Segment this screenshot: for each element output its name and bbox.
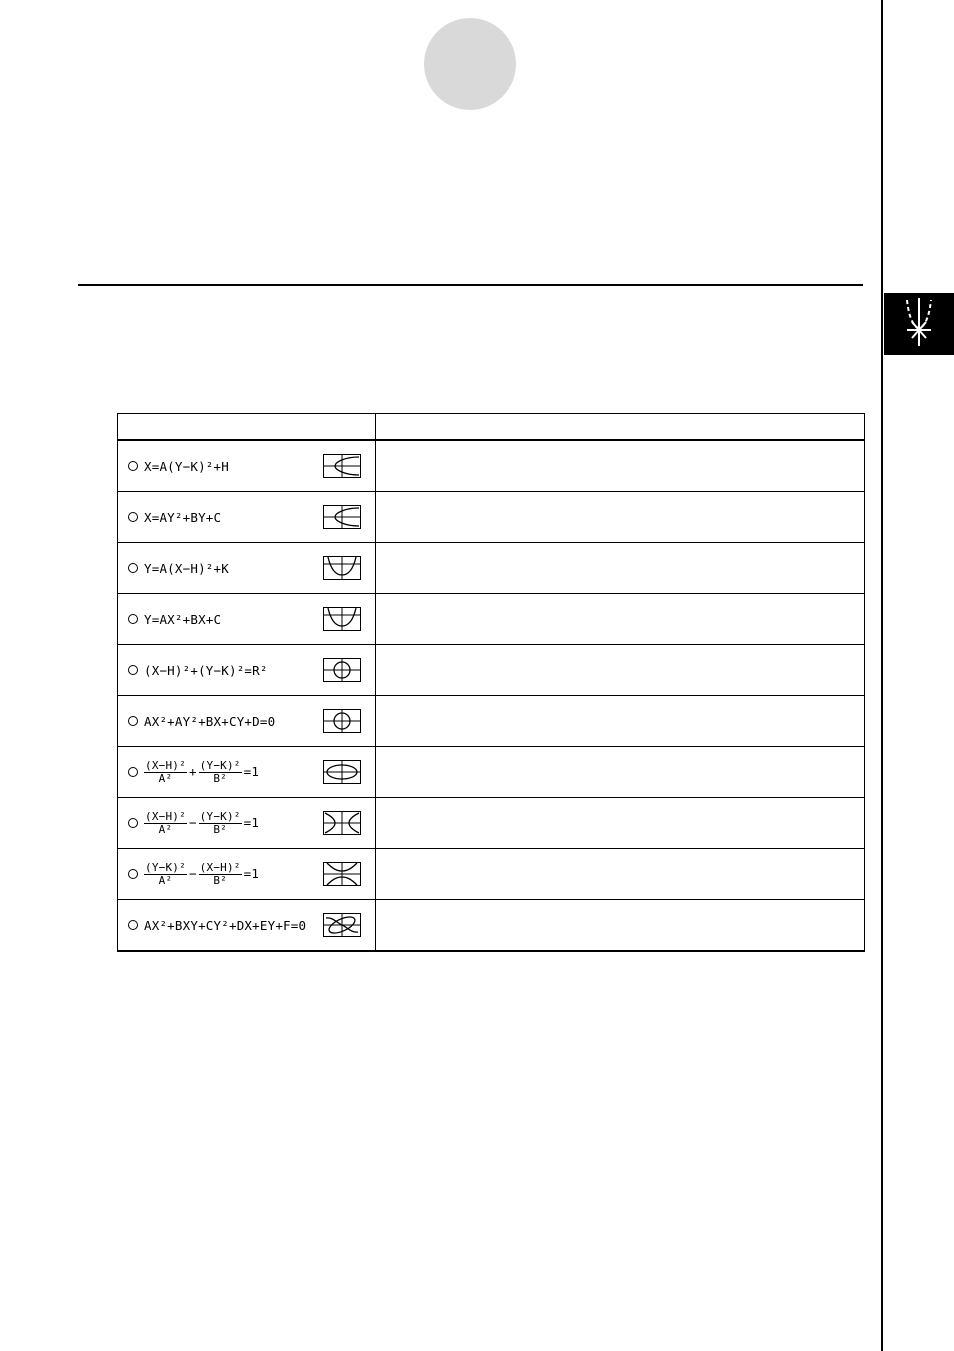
equals-one: =1 [243,814,260,830]
margin-rule [881,0,883,1351]
equals-one: =1 [243,763,260,779]
circle-graph-icon [323,709,361,733]
table-row [118,594,865,645]
equation-label: X=A(Y−K)²+H [144,458,229,474]
radio-button[interactable] [128,512,138,522]
description-cell [376,747,865,798]
fraction [144,760,187,785]
conic-option[interactable] [118,594,375,644]
equation-label [144,862,261,887]
table-row [118,492,865,543]
table-row [118,849,865,900]
conic-option[interactable] [118,900,375,950]
radio-button[interactable] [128,818,138,828]
vertical-parabola-graph-icon [323,607,361,631]
fraction-numerator: (X−H)² [145,758,186,772]
equation-label [144,760,261,785]
description-cell [376,492,865,543]
table-row [118,645,865,696]
equation-label: X=AY²+BY+C [144,509,222,525]
radio-button[interactable] [128,563,138,573]
conic-option[interactable] [118,645,375,695]
fraction-numerator: (Y−K)² [199,809,241,823]
fraction [144,811,187,836]
description-cell [376,594,865,645]
table-row [118,440,865,492]
table-row [118,900,865,952]
radio-button[interactable] [128,869,138,879]
fraction-numerator: (Y−K)² [145,860,186,874]
conic-parabola-icon [899,294,939,354]
equation-label: Y=AX²+BX+C [144,611,222,627]
table-row [118,798,865,849]
fraction [199,811,242,836]
fraction [199,760,242,785]
table-row [118,747,865,798]
conic-option[interactable] [118,492,375,542]
fraction-denominator: B² [213,873,227,887]
conic-option[interactable] [118,441,375,491]
fraction-denominator: B² [213,822,227,836]
equation-label [144,811,261,836]
horizontal-hyperbola-graph-icon [323,811,361,835]
fraction-denominator: B² [213,771,227,785]
equation-label: AX²+AY²+BX+CY+D=0 [144,713,276,729]
table-row [118,543,865,594]
section-tab [884,293,954,355]
general-conic-graph-icon [323,913,361,937]
conic-option[interactable] [118,696,375,746]
operator: − [188,814,197,830]
description-cell [376,696,865,747]
vertical-parabola-graph-icon [323,556,361,580]
equals-one: =1 [243,865,260,881]
fraction [144,862,187,887]
table-header-cell [118,414,376,441]
horizontal-parabola-graph-icon [323,454,361,478]
fraction-numerator: (Y−K)² [199,758,241,772]
conic-forms-table [117,413,865,952]
fraction [199,862,242,887]
radio-button[interactable] [128,920,138,930]
operator: + [188,763,197,779]
equation-label: Y=A(X−H)²+K [144,560,229,576]
radio-button[interactable] [128,665,138,675]
conic-option[interactable] [118,747,375,797]
vertical-hyperbola-graph-icon [323,862,361,886]
radio-button[interactable] [128,767,138,777]
section-divider [78,284,863,286]
conic-option[interactable] [118,543,375,593]
fraction-denominator: A² [158,771,173,785]
fraction-denominator: A² [158,822,173,836]
fraction-numerator: (X−H)² [145,809,186,823]
description-cell [376,900,865,952]
description-cell [376,798,865,849]
horizontal-parabola-graph-icon [323,505,361,529]
table-header-cell [376,414,865,441]
equation-label: AX²+BXY+CY²+DX+EY+F=0 [144,917,307,933]
conic-option[interactable] [118,849,375,899]
fraction-numerator: (X−H)² [199,860,241,874]
description-cell [376,543,865,594]
operator: − [188,865,197,881]
radio-button[interactable] [128,614,138,624]
radio-button[interactable] [128,716,138,726]
circle-graph-icon [323,658,361,682]
description-cell [376,849,865,900]
page-number-circle [424,18,516,110]
fraction-denominator: A² [158,873,173,887]
equation-label: (X−H)²+(Y−K)²=R² [144,662,268,678]
radio-button[interactable] [128,461,138,471]
description-cell [376,645,865,696]
description-cell [376,440,865,492]
ellipse-graph-icon [323,760,361,784]
table-header-row [118,414,865,441]
table-row [118,696,865,747]
conic-option[interactable] [118,798,375,848]
